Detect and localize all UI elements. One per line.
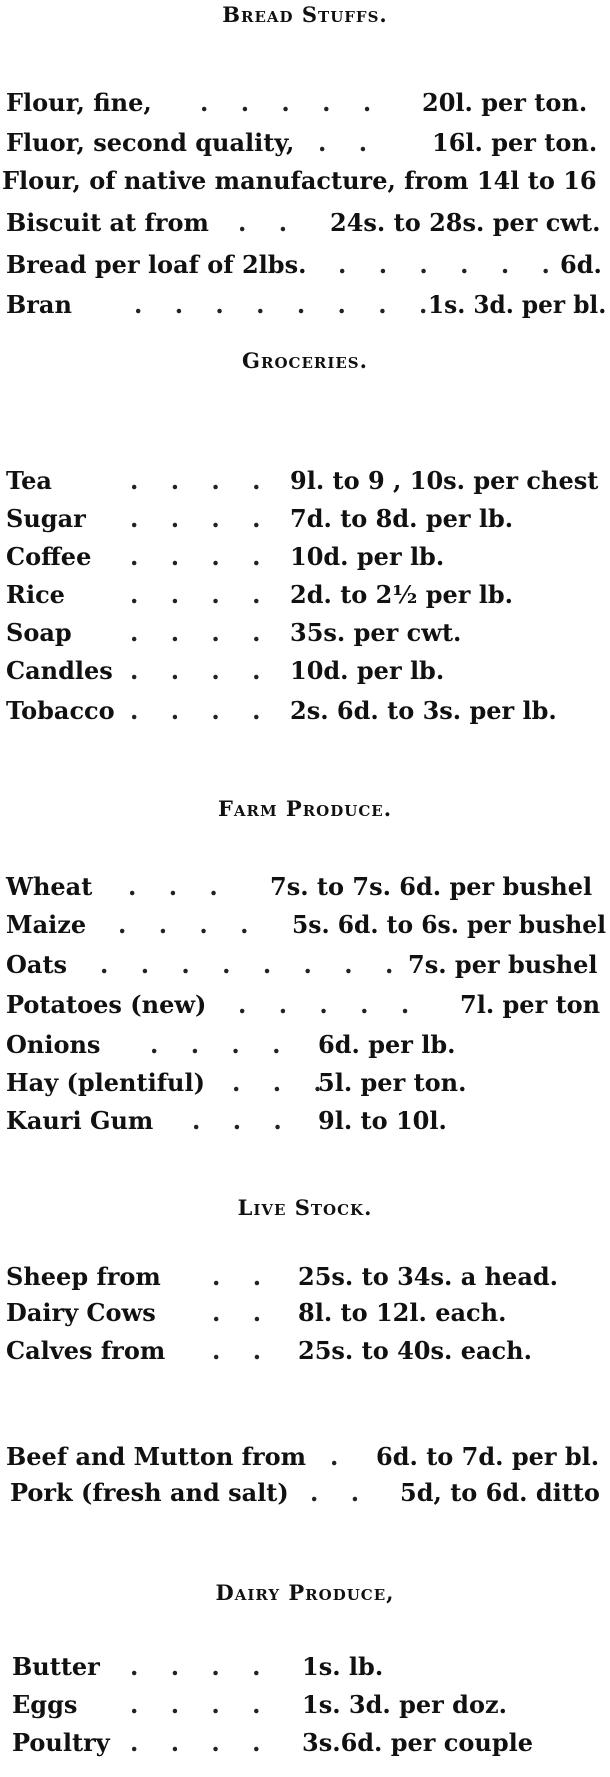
item-price: 5l. per ton. [318,1068,467,1097]
leader-dots: . . . . [130,1690,273,1719]
item-label: Bread per loaf of 2lbs. [6,250,307,279]
item-price: 9l. to 10l. [318,1106,447,1135]
section-title-dairy-produce: Dairy Produce, [215,1580,395,1605]
list-item [0,696,610,730]
item-price: 24s. to 28s. per cwt. [330,208,601,237]
leader-dots: . . . . . [238,990,422,1019]
item-price: 7d. to 8d. per lb. [290,504,514,533]
item-label: Flour, fine, [6,88,152,117]
list-item [0,872,610,906]
list-item [0,910,610,944]
item-label: Pork (fresh and salt) [10,1478,289,1507]
leader-dots: . . . . [130,696,273,725]
list-item [0,208,610,242]
item-label: Maize [6,910,87,939]
list-item [0,1030,610,1064]
leader-dots: . . [212,1262,274,1291]
item-price: 2s. 6d. to 3s. per lb. [290,696,557,725]
item-label: Tea [6,466,52,495]
item-label: Oats [6,950,68,979]
leader-dots: . . . . [118,910,261,939]
item-price: 10d. per lb. [290,656,445,685]
item-label: Sheep from [6,1262,161,1291]
list-item [0,128,610,162]
list-item [0,1652,610,1686]
leader-dots: . . [318,128,380,157]
list-item [0,1068,610,1102]
item-label: Kauri Gum [6,1106,154,1135]
item-price: 5s. 6d. to 6s. per bushel [292,910,607,939]
list-item [0,1262,610,1296]
list-item [0,580,610,614]
item-label: Wheat [6,872,93,901]
list-item [0,1478,610,1512]
item-price: 35s. per cwt. [290,618,462,647]
list-item [0,166,610,200]
list-item [0,1728,610,1762]
item-price: 7s. per bushel [408,950,598,979]
item-label: Sugar [6,504,86,533]
section-title-groceries: Groceries. [242,348,368,373]
item-price: 7l. per ton [460,990,601,1019]
list-item [0,618,610,652]
item-label: Dairy Cows [6,1298,156,1327]
item-price: 10d. per lb. [290,542,445,571]
leader-dots: . . . . [130,542,273,571]
list-item [0,990,610,1024]
item-price: 6d. per lb. [318,1030,456,1059]
leader-dots: . . . [128,872,230,901]
item-label: Biscuit at from [6,208,209,237]
item-label: Bran [6,290,72,319]
item-price: 8l. to 12l. each. [298,1298,507,1327]
item-price: 1s. 3d. per bl. [428,290,607,319]
section-title-bread-stuffs: Bread Stuffs. [222,2,388,27]
item-label: Soap [6,618,72,647]
item-price: 25s. to 40s. each. [298,1336,532,1365]
list-item [0,1690,610,1724]
item-label: Eggs [12,1690,78,1719]
item-label: Hay (plentiful) [6,1068,205,1097]
list-item [0,1442,610,1476]
leader-dots: . . . . . [200,88,384,117]
item-label: Beef and Mutton from [6,1442,307,1471]
item-price: 2d. to 2½ per lb. [290,580,514,609]
leader-dots: . . . . . . . . [100,950,406,979]
item-label: Butter [12,1652,100,1681]
leader-dots: . . . . [150,1030,293,1059]
leader-dots: . . . . [130,656,273,685]
leader-dots: . . [212,1298,274,1327]
leader-dots: . . . [192,1106,294,1135]
list-item [0,1336,610,1370]
list-item [0,88,610,122]
list-item [0,542,610,576]
item-label: Candles [6,656,113,685]
item-price: 1s. lb. [302,1652,384,1681]
item-price: 1s. 3d. per doz. [302,1690,507,1719]
leader-dots: . . [310,1478,372,1507]
list-item [0,504,610,538]
item-price: 5d, to 6d. ditto [400,1478,600,1507]
item-price: 7s. to 7s. 6d. per bushel [270,872,593,901]
leader-dots: . [330,1442,351,1471]
list-item [0,950,610,984]
leader-dots: . . . . [130,1728,273,1757]
item-label: Rice [6,580,65,609]
leader-dots: . . . . . . . . [134,290,440,319]
leader-dots: . . . . . . [338,250,562,279]
list-item [0,1106,610,1140]
leader-dots: . . [212,1336,274,1365]
item-label: Coffee [6,542,92,571]
item-price: 3s.6d. per couple [302,1728,534,1757]
item-price: 6d. to 7d. per bl. [376,1442,600,1471]
item-price: 25s. to 34s. a head. [298,1262,559,1291]
item-label: Calves from [6,1336,166,1365]
item-label: Tobacco [6,696,115,725]
section-title-live-stock: Live Stock. [237,1195,373,1220]
item-label: Fluor, second quality, [6,128,295,157]
leader-dots: . . . . [130,466,273,495]
list-item [0,1298,610,1332]
item-label: Flour, of native manufacture, from 14l to 16 [2,166,597,195]
list-item [0,250,610,284]
list-item [0,656,610,690]
item-price: 9l. to 9 , 10s. per chest [290,466,599,495]
item-label: Onions [6,1030,101,1059]
leader-dots: . . . . [130,580,273,609]
leader-dots: . . . . [130,504,273,533]
leader-dots: . . [238,208,300,237]
item-label: Poultry [12,1728,110,1757]
leader-dots: . . . . [130,1652,273,1681]
item-price: 16l. per ton. [432,128,598,157]
item-price: 6d. [560,250,602,279]
item-label: Potatoes (new) [6,990,207,1019]
list-item [0,290,610,324]
item-price: 20l. per ton. [422,88,588,117]
leader-dots: . . . . [130,618,273,647]
list-item [0,466,610,500]
section-title-farm-produce: Farm Produce. [217,796,393,821]
leader-dots: . . . [232,1068,334,1097]
